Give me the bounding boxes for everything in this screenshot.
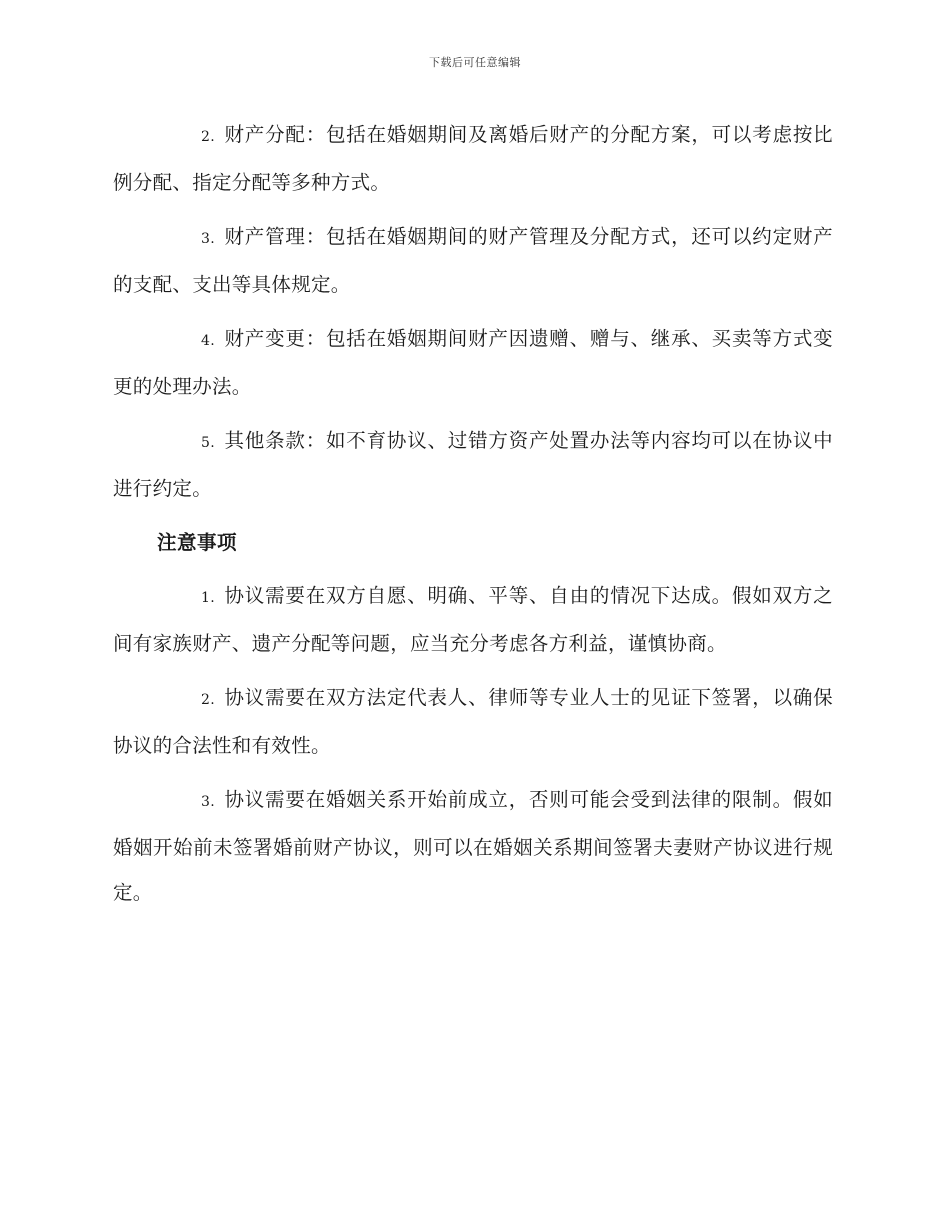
list-text: 协议需要在双方法定代表人、律师等专业人士的见证下签署，以确保协议的合法性和有效性。: [113, 686, 833, 757]
list-item: [113, 675, 833, 768]
list-item: [113, 418, 833, 511]
page-header: 下载后可任意编辑: [429, 56, 521, 69]
list-text: 其他条款：如不育协议、过错方资产处置办法等内容均可以在协议中进行约定。: [113, 429, 833, 500]
list-number: 3.: [201, 794, 215, 810]
list-number: 5.: [201, 435, 215, 451]
list-number: 1.: [201, 590, 215, 606]
list-number: 2.: [201, 129, 215, 145]
document-body: [113, 112, 833, 924]
list-text: 财产管理：包括在婚姻期间的财产管理及分配方式，还可以约定财产的支配、支出等具体规定。: [113, 225, 833, 296]
list-item: [113, 573, 833, 666]
list-text: 协议需要在婚姻关系开始前成立，否则可能会受到法律的限制。假如婚姻开始前未签署婚前财产协议，则可以在婚姻关系期间签署夫妻财产协议进行规定。: [113, 788, 833, 904]
section-heading: 注意事项: [157, 531, 238, 554]
list-number: 4.: [201, 333, 215, 349]
list-text: 协议需要在双方自愿、明确、平等、自由的情况下达成。假如双方之间有家族财产、遗产分配等问题，应当充分考虑各方利益，谨慎协商。: [113, 584, 833, 655]
list-item: [113, 777, 833, 915]
list-item: [113, 112, 833, 205]
list-item: [113, 214, 833, 307]
list-number: 2.: [201, 692, 215, 708]
list-text: 财产分配：包括在婚姻期间及离婚后财产的分配方案，可以考虑按比例分配、指定分配等多种方式。: [113, 123, 833, 194]
list-text: 财产变更：包括在婚姻期间财产因遗赠、赠与、继承、买卖等方式变更的处理办法。: [113, 327, 833, 398]
list-number: 3.: [201, 231, 215, 247]
list-item: [113, 316, 833, 409]
